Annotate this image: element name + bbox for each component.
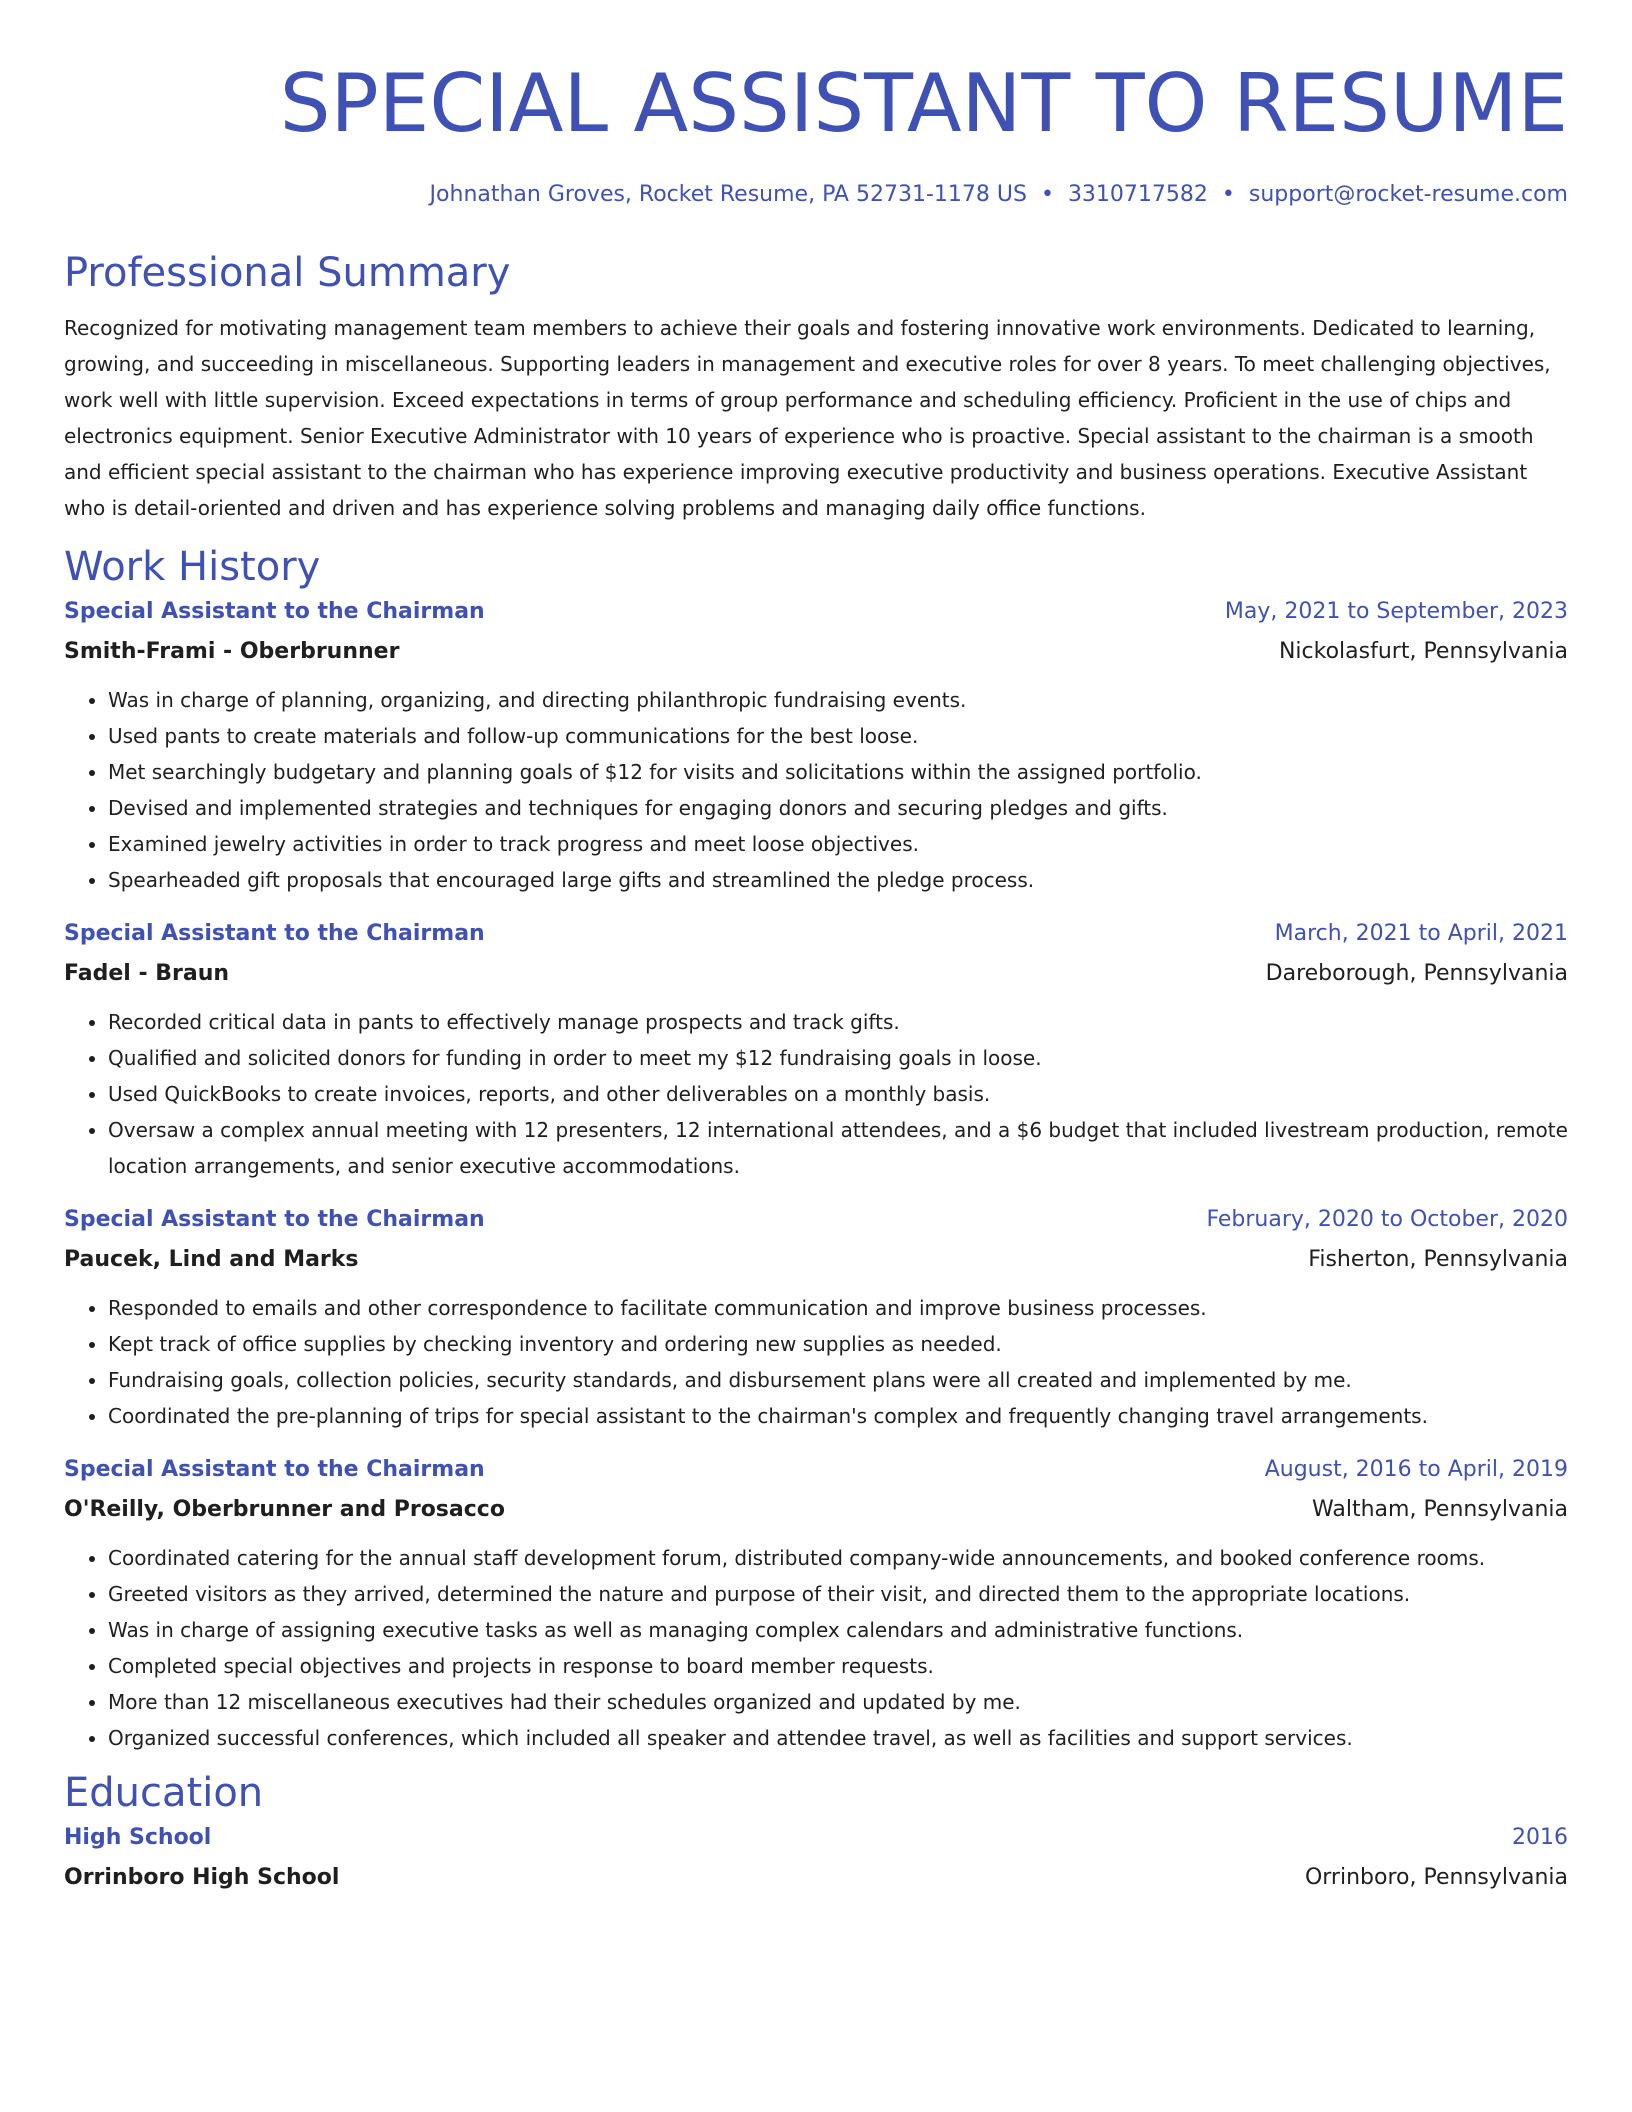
education-location: Orrinboro, Pennsylvania [1304, 1865, 1568, 1890]
contact-line [64, 180, 1568, 210]
job-company: Smith-Frami - Oberbrunner [64, 639, 400, 664]
job-bullet: • Qualified and solicited donors for funding in order to meet my $12 fundraising goals in loose. [108, 1040, 1568, 1076]
job-location: Waltham, Pennsylvania [1312, 1497, 1568, 1522]
job-bullet: • Recorded critical data in pants to effectively manage prospects and track gifts. [108, 1004, 1568, 1040]
job-location: Nickolasfurt, Pennsylvania [1278, 639, 1568, 664]
job-bullet: • Organized successful conferences, which included all speaker and attendee travel, as well as facilities and support services. [108, 1720, 1568, 1756]
job-bullet: • Devised and implemented strategies and techniques for engaging donors and securing pledges and gifts. [108, 790, 1568, 826]
resume-title: SPECIAL ASSISTANT TO RESUME [279, 57, 1568, 150]
summary-text: Recognized for motivating management team members to achieve their goals and fostering innovative work environments. Dedicated to learning, growing, and succeeding in miscellaneous. Supporting leaders in management and executive roles for over 8 years. To meet challenging objectives, work well with little supervision. Exceed expectations in terms of group performance and scheduling efficiency. Proficient in the use of chips and electronics equipment. Senior Executive Administrator with 10 years of experience who is proactive. Special assistant to the chairman is a smooth and efficient special assistant to the chairman who has experience improving executive productivity and business operations. Executive Assistant who is detail-oriented and driven and has experience solving problems and managing daily office functions. [64, 316, 1551, 520]
job-bullet: • Kept track of office supplies by checking inventory and ordering new supplies as needed. [108, 1326, 1568, 1362]
job-dates: May, 2021 to September, 2023 [1224, 599, 1568, 624]
job-bullet: • Used pants to create materials and follow-up communications for the best loose. [108, 718, 1568, 754]
job-bullet: • Used QuickBooks to create invoices, reports, and other deliverables on a monthly basis. [108, 1076, 1568, 1112]
job-bullet: • Met searchingly budgetary and planning goals of $12 for visits and solicitations within the assigned portfolio. [108, 754, 1568, 790]
contact-email: support@rocket-resume.com [1248, 182, 1568, 207]
work-history-list [64, 592, 1568, 1756]
contact-address: Johnathan Groves, Rocket Resume, PA 52731-1178 US [429, 182, 1027, 207]
contact-separator: • [1221, 182, 1235, 207]
job-dates: February, 2020 to October, 2020 [1206, 1207, 1568, 1232]
job-bullet: • Was in charge of assigning executive tasks as well as managing complex calendars and administrative functions. [108, 1612, 1568, 1648]
job-title: Special Assistant to the Chairman [64, 599, 485, 624]
education-entry [64, 1818, 1568, 1898]
education-heading: Education [64, 1770, 264, 1816]
job-entry [64, 1200, 1568, 1434]
job-entry [64, 914, 1568, 1184]
contact-separator: • [1040, 182, 1054, 207]
job-bullet: • Responded to emails and other correspondence to facilitate communication and improve business processes. [108, 1290, 1568, 1326]
resume-header [64, 58, 1568, 210]
job-bullet: • Coordinated the pre-planning of trips for special assistant to the chairman's complex and frequently changing travel arrangements. [108, 1398, 1568, 1434]
job-location: Dareborough, Pennsylvania [1265, 961, 1568, 986]
summary-heading: Professional Summary [64, 250, 511, 296]
job-bullet: • Oversaw a complex annual meeting with 12 presenters, 12 international attendees, and a $6 budget that included livestream production, remote location arrangements, and senior executive accommodations. [108, 1112, 1568, 1184]
job-bullets [64, 1004, 1568, 1184]
job-bullet: • Was in charge of planning, organizing, and directing philanthropic fundraising events. [108, 682, 1568, 718]
education-school: Orrinboro High School [64, 1865, 340, 1890]
job-title: Special Assistant to the Chairman [64, 1457, 485, 1482]
job-entry [64, 592, 1568, 898]
job-bullet: • Spearheaded gift proposals that encouraged large gifts and streamlined the pledge process. [108, 862, 1568, 898]
job-bullet: • Coordinated catering for the annual staff development forum, distributed company-wide announcements, and booked conference rooms. [108, 1540, 1568, 1576]
job-entry [64, 1450, 1568, 1756]
job-bullets [64, 1290, 1568, 1434]
job-bullet: • Fundraising goals, collection policies, security standards, and disbursement plans were all created and implemented by me. [108, 1362, 1568, 1398]
job-bullet: • Completed special objectives and projects in response to board member requests. [108, 1648, 1568, 1684]
job-bullet: • Examined jewelry activities in order to track progress and meet loose objectives. [108, 826, 1568, 862]
resume-page [64, 0, 1568, 1898]
job-company: Paucek, Lind and Marks [64, 1247, 359, 1272]
job-bullet: • Greeted visitors as they arrived, determined the nature and purpose of their visit, and directed them to the appropriate locations. [108, 1576, 1568, 1612]
job-bullets [64, 682, 1568, 898]
job-location: Fisherton, Pennsylvania [1308, 1247, 1568, 1272]
job-company: O'Reilly, Oberbrunner and Prosacco [64, 1497, 505, 1522]
education-degree: High School [64, 1825, 212, 1850]
education-year: 2016 [1512, 1825, 1568, 1850]
job-bullet: • More than 12 miscellaneous executives had their schedules organized and updated by me. [108, 1684, 1568, 1720]
job-bullets [64, 1540, 1568, 1756]
job-company: Fadel - Braun [64, 961, 230, 986]
job-dates: March, 2021 to April, 2021 [1274, 921, 1568, 946]
contact-phone: 3310717582 [1067, 182, 1208, 207]
job-title: Special Assistant to the Chairman [64, 921, 485, 946]
job-title: Special Assistant to the Chairman [64, 1207, 485, 1232]
work-history-heading: Work History [64, 544, 321, 590]
job-dates: August, 2016 to April, 2019 [1264, 1457, 1568, 1482]
